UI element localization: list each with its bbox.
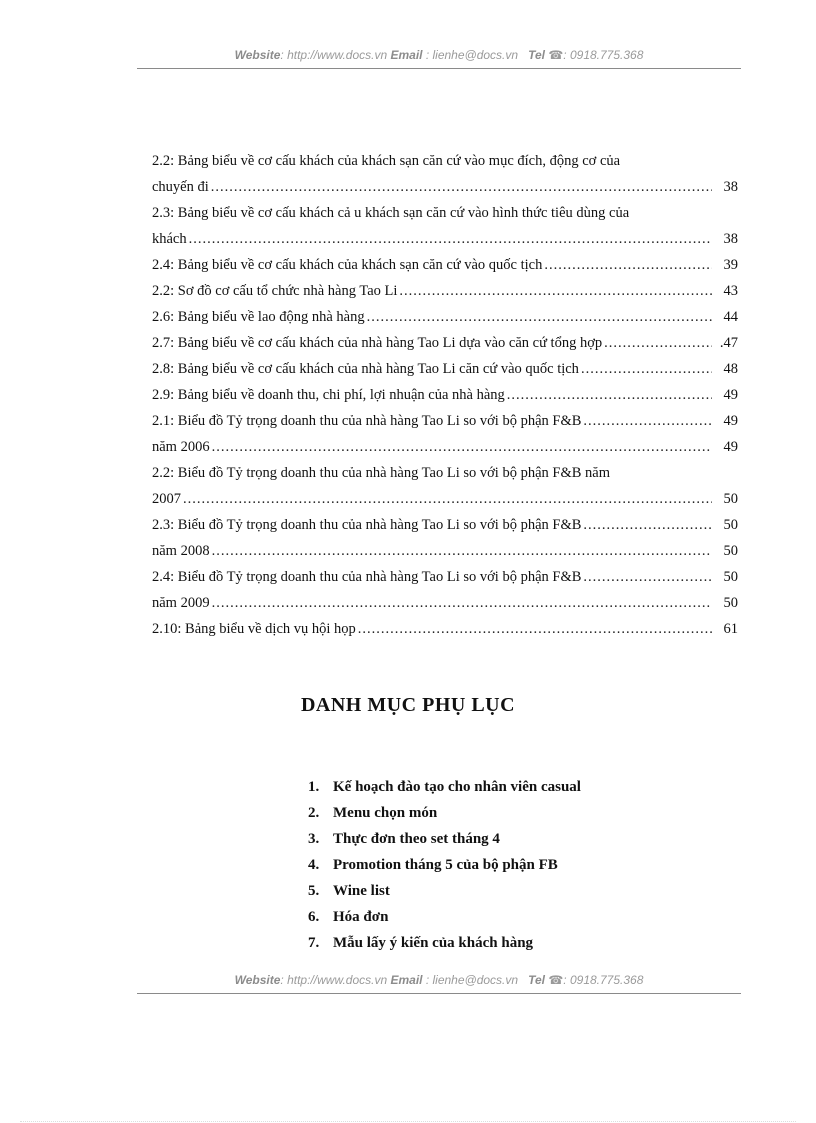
toc-leader (189, 226, 712, 252)
toc-line (152, 226, 738, 252)
toc-text: 2.2: Sơ đồ cơ cấu tổ chức nhà hàng Tao Li (152, 283, 398, 299)
toc-leader (507, 382, 712, 408)
toc-page: 50 (723, 569, 738, 585)
toc-line (152, 460, 738, 486)
toc-line (152, 408, 738, 434)
toc-text: 2.9: Bảng biểu về doanh thu, chi phí, lợi nhuận của nhà hàng (152, 387, 505, 403)
item-number: 4. (308, 857, 320, 873)
item-text: Hóa đơn (333, 909, 389, 925)
tel-value: : 0918.775.368 (563, 48, 644, 62)
toc-line (152, 200, 738, 226)
toc-text: 2.8: Bảng biểu về cơ cấu khách của nhà hàng Tao Li căn cứ vào quốc tịch (152, 361, 579, 377)
item-text: Kế hoạch đào tạo cho nhân viên casual (333, 779, 581, 795)
toc-leader (583, 564, 712, 590)
toc-leader (583, 408, 712, 434)
toc-leader (212, 538, 712, 564)
toc-text: 2.4: Bảng biểu về cơ cấu khách của khách sạn căn cứ vào quốc tịch (152, 257, 543, 273)
toc-page: 50 (723, 543, 738, 559)
toc-line (152, 434, 738, 460)
email-value[interactable]: : lienhe@docs.vn (422, 973, 519, 987)
toc-leader (604, 330, 712, 356)
list-item (308, 930, 581, 956)
toc-line (152, 486, 738, 512)
toc-page: 38 (723, 231, 738, 247)
toc-line (152, 590, 738, 616)
list-item (308, 904, 581, 930)
toc-page: 61 (723, 621, 738, 637)
toc-line (152, 512, 738, 538)
phone-icon: ☎ (548, 973, 564, 987)
toc-line (152, 616, 738, 642)
toc-leader (212, 590, 712, 616)
appendix-list (308, 774, 581, 956)
toc-text: 2.3: Biểu đồ Tỷ trọng doanh thu của nhà hàng Tao Li so với bộ phận F&B (152, 517, 582, 533)
toc-line (152, 252, 738, 278)
page-header (137, 48, 741, 62)
toc-text: 2.2: Bảng biểu về cơ cấu khách của khách sạn căn cứ vào mục đích, động cơ của (152, 153, 621, 169)
list-item (308, 852, 581, 878)
toc-leader (544, 252, 712, 278)
toc-text: năm 2006 (152, 439, 210, 455)
item-text: Thực đơn theo set tháng 4 (333, 831, 500, 847)
toc-line (152, 564, 738, 590)
website-label: Website (234, 973, 281, 987)
toc-page: 50 (723, 491, 738, 507)
toc-leader (399, 278, 712, 304)
item-number: 6. (308, 909, 320, 925)
phone-icon: ☎ (548, 48, 564, 62)
website-url[interactable]: : http://www.docs.vn (280, 48, 388, 62)
page-bottom-divider (20, 1121, 796, 1122)
website-url[interactable]: : http://www.docs.vn (280, 973, 388, 987)
toc-text: chuyến đi (152, 179, 209, 195)
email-label: Email (390, 48, 423, 62)
list-item (308, 774, 581, 800)
toc-text: khách (152, 231, 187, 247)
toc-text: 2.1: Biểu đồ Tỷ trọng doanh thu của nhà hàng Tao Li so với bộ phận F&B (152, 413, 582, 429)
figure-list (152, 148, 738, 642)
website-label: Website (234, 48, 281, 62)
toc-line (152, 174, 738, 200)
item-number: 1. (308, 779, 320, 795)
toc-leader (358, 616, 712, 642)
toc-line (152, 278, 738, 304)
toc-leader (581, 356, 712, 382)
toc-line (152, 148, 738, 174)
toc-text: năm 2009 (152, 595, 210, 611)
toc-leader (212, 434, 712, 460)
toc-page: 49 (723, 387, 738, 403)
toc-text: 2.3: Bảng biểu về cơ cấu khách cả u khách sạn căn cứ vào hình thức tiêu dùng của (152, 205, 630, 221)
toc-page: 50 (723, 517, 738, 533)
page-footer (137, 973, 741, 987)
toc-page: 48 (723, 361, 738, 377)
toc-text: 2.6: Bảng biểu về lao động nhà hàng (152, 309, 365, 325)
item-number: 5. (308, 883, 320, 899)
item-text: Mẫu lấy ý kiến của khách hàng (333, 935, 534, 951)
toc-leader (367, 304, 712, 330)
toc-page: 50 (723, 595, 738, 611)
toc-line (152, 382, 738, 408)
toc-leader (583, 512, 712, 538)
item-text: Promotion tháng 5 của bộ phận FB (333, 857, 558, 873)
email-label: Email (390, 973, 423, 987)
toc-text: 2007 (152, 491, 181, 507)
tel-value: : 0918.775.368 (563, 973, 644, 987)
item-number: 2. (308, 805, 320, 821)
toc-text: 2.7: Bảng biểu về cơ cấu khách của nhà hàng Tao Li dựa vào căn cứ tổng hợp (152, 335, 603, 351)
toc-text: 2.2: Biểu đồ Tỷ trọng doanh thu của nhà hàng Tao Li so với bộ phận F&B năm (152, 465, 610, 481)
toc-page: .47 (719, 335, 738, 351)
toc-page: 49 (723, 413, 738, 429)
toc-page: 49 (723, 439, 738, 455)
toc-line (152, 356, 738, 382)
email-value[interactable]: : lienhe@docs.vn (422, 48, 519, 62)
toc-page: 38 (723, 179, 738, 195)
item-text: Menu chọn món (333, 805, 438, 821)
toc-leader (211, 174, 712, 200)
toc-text: 2.4: Biểu đồ Tỷ trọng doanh thu của nhà hàng Tao Li so với bộ phận F&B (152, 569, 582, 585)
list-item (308, 826, 581, 852)
toc-line (152, 330, 738, 356)
toc-leader (183, 486, 712, 512)
item-number: 3. (308, 831, 320, 847)
header-rule (137, 68, 741, 69)
list-item (308, 800, 581, 826)
appendix-title: DANH MỤC PHỤ LỤC (300, 694, 516, 716)
toc-page: 44 (723, 309, 738, 325)
item-number: 7. (308, 935, 320, 951)
item-text: Wine list (333, 883, 390, 899)
tel-label: Tel (528, 973, 545, 987)
list-item (308, 878, 581, 904)
tel-label: Tel (528, 48, 545, 62)
toc-line (152, 538, 738, 564)
toc-page: 43 (723, 283, 738, 299)
footer-rule (137, 993, 741, 994)
toc-text: năm 2008 (152, 543, 210, 559)
toc-page: 39 (723, 257, 738, 273)
toc-line (152, 304, 738, 330)
toc-text: 2.10: Bảng biểu về dịch vụ hội họp (152, 621, 356, 637)
